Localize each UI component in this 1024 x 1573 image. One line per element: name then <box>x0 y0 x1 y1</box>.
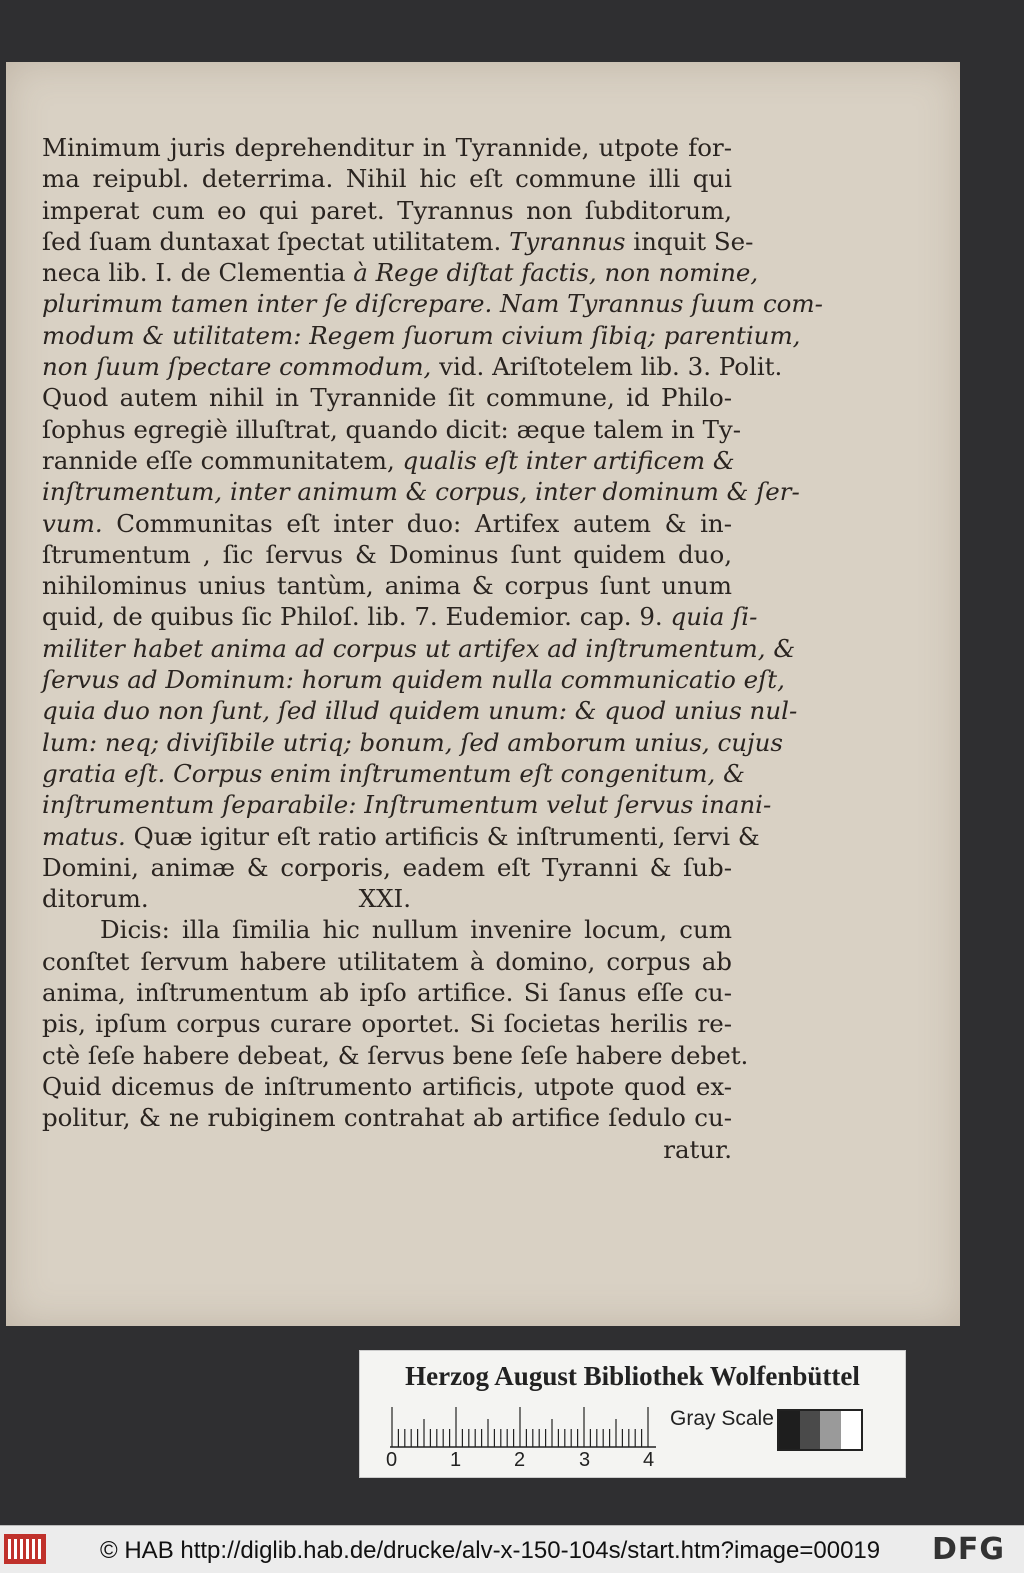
text-line: militer habet anima ad corpus ut artifex ad inſtrumentum, & <box>42 633 796 663</box>
italic-run: qualis eſt inter artificem & <box>394 445 735 475</box>
catchword: ratur. <box>663 1134 732 1164</box>
ruler-number: 2 <box>514 1449 526 1471</box>
swatch-step <box>841 1411 862 1449</box>
swatch-step <box>800 1411 821 1449</box>
text-run: vid. Ariſtotelem lib. 3. Polit. <box>431 352 783 382</box>
swatch-step <box>820 1411 841 1449</box>
text-line: politur, & ne rubiginem contrahat ab artifice ſedulo cu- <box>42 1103 732 1133</box>
dfg-logo: DFG <box>932 1532 1006 1567</box>
ruler-numbers <box>382 1449 682 1473</box>
text-line: ctè ſeſe habere debeat, & ſervus bene ſeſe habere debet. <box>42 1040 749 1070</box>
text-line: anima, inſtrumentum ab ipſo artifice. Si ſanus eſſe cu- <box>42 978 732 1008</box>
italic-run: matus. <box>42 821 126 851</box>
ruler-number: 0 <box>386 1449 398 1471</box>
text-run: neca lib. I. de Clementia <box>42 258 346 288</box>
text-run: rannide eſſe communitatem, <box>42 445 395 475</box>
text-line: conſtet ſervum habere utilitatem à domino, corpus ab <box>42 946 732 976</box>
text-line <box>42 445 735 476</box>
text-line <box>42 257 759 288</box>
library-name: Herzog August Bibliothek Wolfenbüttel <box>405 1361 860 1391</box>
gray-swatch <box>777 1409 863 1451</box>
book-page <box>6 62 960 1326</box>
text-line: pis, ipſum corpus curare oportet. Si ſocietas herilis re- <box>42 1009 732 1039</box>
ruler-number: 3 <box>579 1449 591 1471</box>
italic-run: non ſuum ſpectare commodum, <box>42 352 432 382</box>
text-line <box>42 601 758 632</box>
text-run: Communitas eſt inter duo: Artifex autem & in- <box>102 508 732 538</box>
italic-run: à Rege diſtat factis, non nomine, <box>353 258 759 288</box>
text-line <box>42 226 754 257</box>
text-line: ma reipubl. deterrima. Nihil hic eſt commune illi qui <box>42 164 732 194</box>
text-line: imperat cum eo qui paret. Tyrannus non ſubditorum, <box>42 195 732 225</box>
italic-run: vum. <box>42 508 103 538</box>
text-line: nihilominus unius tantùm, anima & corpus ſunt unum <box>42 571 732 601</box>
text-run: Quæ igitur eſt ratio artificis & inſtrumenti, ſervi & <box>125 821 760 851</box>
hab-logo-icon <box>4 1534 46 1564</box>
footer-bar <box>0 1525 1024 1573</box>
page-text <box>42 132 823 1165</box>
text-line: ſophus egregiè illuſtrat, quando dicit: æque talem in Ty- <box>42 414 742 444</box>
text-line: inſtrumentum, inter animum & corpus, inter dominum & ſer- <box>42 477 800 507</box>
footer-link[interactable]: © HAB http://diglib.hab.de/drucke/alv-x-150-104s/start.htm?image=00019 <box>100 1537 881 1564</box>
italic-run: Tyrannus <box>509 226 626 256</box>
text-line: quia duo non ſunt, ſed illud quidem unum: & quod unius nul- <box>42 696 798 726</box>
text-line <box>42 351 783 382</box>
section-number: XXI. <box>358 884 411 914</box>
text-line: Minimum juris deprehenditur in Tyrannide, utpote for- <box>42 133 732 162</box>
text-run: quid, de quibus ſic Philoſ. lib. 7. Eudemior. cap. 9. <box>42 602 663 632</box>
color-calibration-bar <box>359 1350 906 1478</box>
text-line: Dicis: illa ſimilia hic nullum invenire locum, cum <box>100 915 732 945</box>
text-line: lum: neq; diviſibile utriq; bonum, ſed amborum unius, cujus <box>42 727 783 757</box>
text-line: ſtrumentum , ſic ſervus & Dominus ſunt quidem duo, <box>42 539 732 569</box>
ruler-number: 4 <box>643 1449 655 1471</box>
text-line: Domini, animæ & corporis, eadem eſt Tyranni & ſub- <box>42 852 732 882</box>
text-line: gratia eſt. Corpus enim inſtrumentum eſt congenitum, & <box>42 758 745 788</box>
text-line <box>42 508 732 539</box>
text-run: ditorum. <box>42 884 149 914</box>
text-line: plurimum tamen inter ſe diſcrepare. Nam Tyrannus ſuum com- <box>42 289 823 319</box>
text-line <box>42 821 760 852</box>
text-line: modum & utilitatem: Regem ſuorum civium ſibiq; parentium, <box>42 320 801 350</box>
text-run: inquit Se- <box>625 226 754 256</box>
ruler-number: 1 <box>450 1449 462 1471</box>
text-line: Quod autem nihil in Tyrannide ſit commune, id Philo- <box>42 383 732 413</box>
text-line: inſtrumentum ſeparabile: Inſtrumentum velut ſervus inani- <box>42 790 772 820</box>
text-line: Quid dicemus de inſtrumento artificis, utpote quod ex- <box>42 1071 732 1101</box>
gray-scale-label: Gray Scale <box>670 1407 774 1430</box>
ruler-scale <box>390 1403 660 1449</box>
italic-run: quia ſi- <box>662 602 758 632</box>
text-run: ſed ſuam duntaxat ſpectat utilitatem. <box>42 226 502 256</box>
text-line: ſervus ad Dominum: horum quidem nulla communicatio eſt, <box>42 665 785 695</box>
text-line <box>42 883 732 914</box>
swatch-step <box>779 1411 800 1449</box>
